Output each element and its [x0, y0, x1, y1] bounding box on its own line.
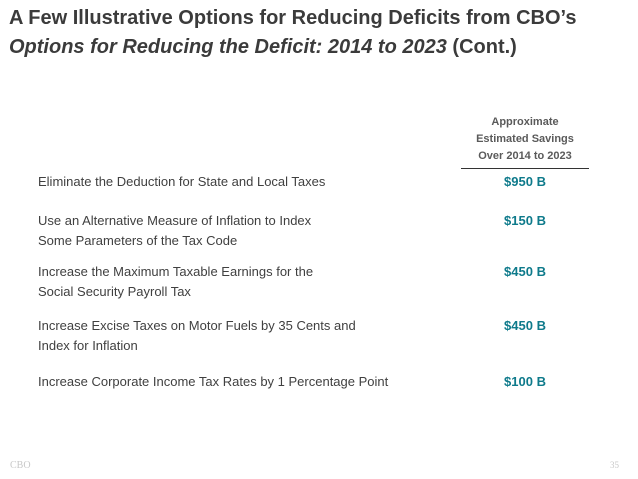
option-label	[38, 316, 438, 356]
option-label-line2: Social Security Payroll Tax	[38, 284, 191, 299]
page-number: 35	[610, 460, 619, 470]
savings-header-line2: Estimated Savings	[476, 133, 574, 145]
option-savings-value: $950 B	[504, 174, 546, 189]
option-label	[38, 172, 438, 192]
option-label-line1: Eliminate the Deduction for State and Local Taxes	[38, 174, 326, 189]
option-label-line1: Increase Excise Taxes on Motor Fuels by 35 Cents and	[38, 318, 356, 333]
option-label-line2: Some Parameters of the Tax Code	[38, 233, 238, 248]
cbo-logo: CBO	[10, 460, 31, 471]
option-savings-value: $150 B	[504, 213, 546, 228]
slide-title-suffix: (Cont.)	[446, 36, 517, 58]
savings-header-line3: Over 2014 to 2023	[478, 150, 572, 162]
option-label	[38, 262, 438, 302]
option-label-line1: Increase the Maximum Taxable Earnings for the	[38, 264, 314, 279]
option-label	[38, 211, 438, 251]
option-savings-value: $450 B	[504, 264, 546, 279]
savings-header-line1: Approximate	[491, 116, 559, 128]
option-savings-value: $450 B	[504, 318, 546, 333]
option-label-line1: Increase Corporate Income Tax Rates by 1 Percentage Point	[38, 374, 389, 389]
option-label	[38, 372, 438, 392]
option-label-line2: Index for Inflation	[38, 338, 138, 353]
slide-title-line1: A Few Illustrative Options for Reducing Deficits from CBO’s	[9, 7, 577, 29]
option-savings-value: $100 B	[504, 374, 546, 389]
option-label-line1: Use an Alternative Measure of Inflation to Index	[38, 213, 312, 228]
slide-title-report-name: Options for Reducing the Deficit: 2014 to 2023	[9, 36, 447, 58]
